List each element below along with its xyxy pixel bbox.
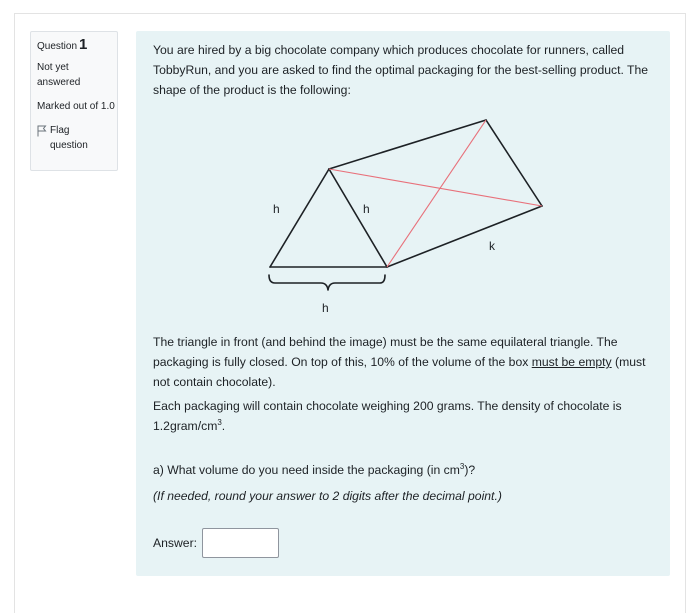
label-h-left: h: [273, 202, 280, 216]
packaging-constraints: The triangle in front (and behind the image) must be the same equilateral triangle. The packaging is fully closed. On top of this, 10% of the volume of the box must be empty (must not contain chocolate).: [153, 335, 646, 389]
question-state: Not yet answered: [37, 62, 81, 88]
triangle-left-edge: [270, 169, 329, 267]
label-h-bottom: h: [322, 301, 329, 315]
label-k: k: [489, 239, 495, 253]
question-content: [136, 31, 670, 576]
flag-question-link[interactable]: [37, 123, 111, 153]
label-h-right: h: [363, 202, 370, 216]
question-intro: You are hired by a big chocolate company which produces chocolate for runners, called TobbyRun, and you are asked to find the optimal packaging for the best-selling product. The shape of the product is the following:: [153, 43, 649, 97]
flag-question-label: Flag question: [50, 125, 88, 151]
question-grade: Marked out of 1.0: [37, 101, 115, 112]
prism-diagram: [136, 31, 670, 331]
flag-icon: [37, 125, 47, 137]
question-info-panel: [30, 31, 118, 171]
rounding-note: (If needed, round your answer to 2 digits after the decimal point.): [153, 489, 502, 503]
prism-bottom-edge: [387, 206, 542, 267]
answer-input[interactable]: [202, 528, 279, 558]
question-number: Question 1: [37, 36, 88, 53]
chocolate-density: Each packaging will contain chocolate weighing 200 grams. The density of chocolate is $1.2gram/cm^3$.: [153, 399, 622, 433]
prism-back-edge: [486, 120, 542, 206]
prism-top-edge: [329, 120, 486, 169]
diagonal-1: [329, 169, 542, 206]
underlined-text: must be empty: [531, 355, 612, 369]
triangle-right-edge: [329, 169, 387, 267]
answer-label: Answer:: [153, 536, 198, 550]
subquestion-a: a) What volume do you need inside the packaging (in $cm^3$)?: [153, 461, 476, 477]
bottom-brace: [269, 275, 385, 290]
